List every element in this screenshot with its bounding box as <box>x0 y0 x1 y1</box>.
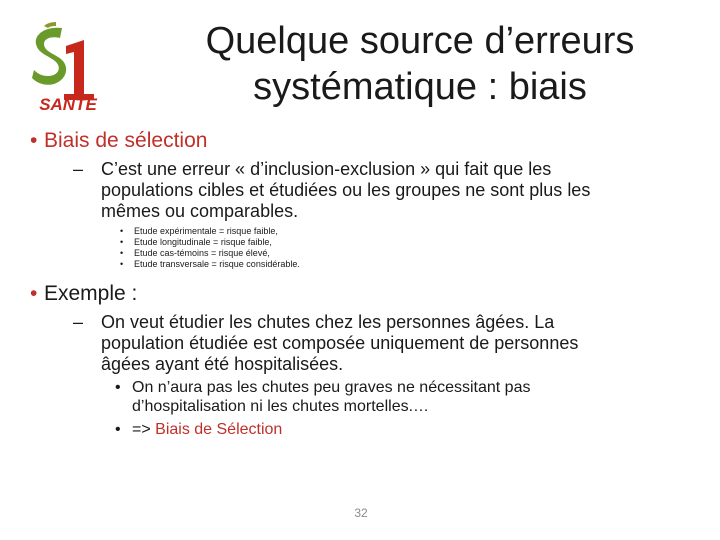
logo-text: SANTE <box>39 95 97 114</box>
bullet-icon: • <box>30 282 38 305</box>
list-item: • Etude longitudinale = risque faible, <box>120 237 272 247</box>
example-conclusion: • => Biais de Sélection <box>115 421 283 438</box>
title-line-1: Quelque source d’erreurs <box>205 20 635 62</box>
example-paragraph <box>73 312 671 375</box>
definition-line-2: populations cibles et étudiées ou les groupes ne sont plus les <box>101 180 591 200</box>
definition-line-1: C’est une erreur « d’inclusion-exclusion » qui fait que les <box>101 159 552 179</box>
page-number: 32 <box>354 506 368 520</box>
definition-paragraph <box>73 159 671 222</box>
section-heading-exemple <box>30 281 138 307</box>
list-item: • Etude cas-témoins = risque élevé, <box>120 248 270 258</box>
dash-marker: – <box>73 159 84 179</box>
example-line-1: On veut étudier les chutes chez les personnes âgées. La <box>101 312 555 332</box>
logo-graphic <box>20 18 120 114</box>
consequence-line-1: On n’aura pas les chutes peu graves ne nécessitant pas <box>132 379 531 396</box>
example-consequence: • On n’aura pas les chutes peu graves ne nécessitant pas d’hospitalisation ni les chutes mortelles.… <box>132 378 652 416</box>
heading-text: Biais de sélection <box>44 129 208 152</box>
definition-line-3: mêmes ou comparables. <box>101 201 299 221</box>
section-heading-biais <box>30 128 208 154</box>
example-line-3: âgées ayant été hospitalisées. <box>101 354 344 374</box>
list-item: • Etude expérimentale = risque faible, <box>120 226 278 236</box>
list-item: • Etude transversale = risque considérable. <box>120 259 300 269</box>
heading-text: Exemple : <box>44 282 138 305</box>
consequence-line-2: d’hospitalisation ni les chutes mortelles.… <box>132 398 430 415</box>
example-line-2: population étudiée est composée uniquement de personnes <box>101 333 579 353</box>
dash-marker: – <box>73 312 84 332</box>
title-line-2: systématique : biais <box>253 66 587 108</box>
sante-logo <box>20 18 120 114</box>
conclusion-prefix: => <box>132 421 156 438</box>
study-risk-list <box>120 226 300 270</box>
conclusion-accent: Biais de Sélection <box>155 421 283 438</box>
bullet-icon: • <box>30 129 38 152</box>
slide-title <box>130 18 710 110</box>
